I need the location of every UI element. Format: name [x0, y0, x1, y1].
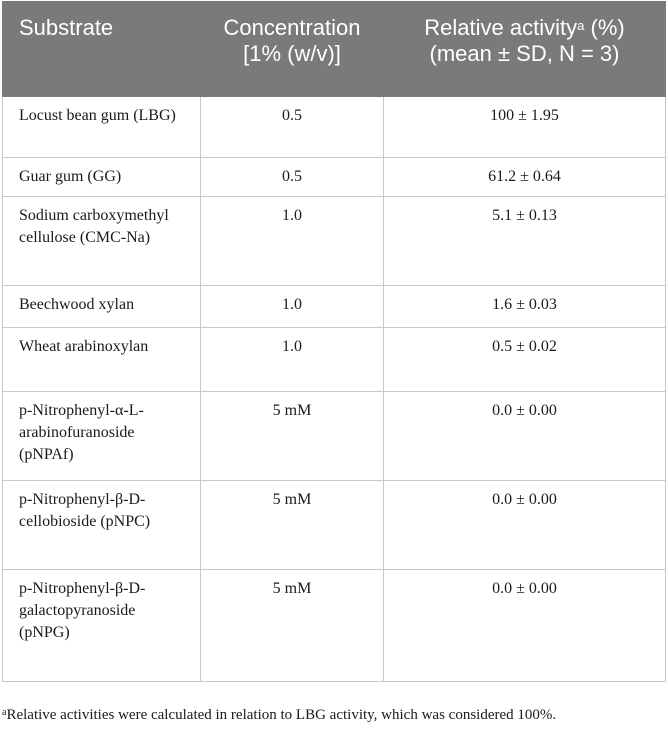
- header-activity-suffix: (%): [584, 15, 625, 40]
- table-row: [3, 286, 666, 328]
- cell-concentration: 0.5: [201, 97, 384, 158]
- cell-activity: 61.2 ± 0.64: [384, 158, 666, 197]
- cell-substrate: Wheat arabinoxylan: [3, 328, 201, 392]
- cell-substrate: Guar gum (GG): [3, 158, 201, 197]
- cell-concentration: 0.5: [201, 158, 384, 197]
- cell-concentration: 5 mM: [201, 481, 384, 570]
- header-concentration: [201, 2, 384, 97]
- footnote-marker: a: [2, 707, 7, 718]
- header-substrate: [3, 2, 201, 97]
- cell-concentration: 5 mM: [201, 392, 384, 481]
- header-substrate-label: Substrate: [19, 15, 114, 40]
- header-concentration-line2: [1% (w/v)]: [243, 41, 341, 66]
- table-row: [3, 197, 666, 286]
- cell-concentration: 1.0: [201, 286, 384, 328]
- table-body: [3, 97, 666, 682]
- cell-concentration: 5 mM: [201, 570, 384, 682]
- cell-activity: 0.0 ± 0.00: [384, 570, 666, 682]
- table-row: [3, 481, 666, 570]
- data-table: [2, 1, 666, 682]
- cell-substrate: p-Nitrophenyl-α-L-arabinofuranoside (pNPAf): [3, 392, 201, 481]
- cell-substrate: Locust bean gum (LBG): [3, 97, 201, 158]
- cell-activity: 0.0 ± 0.00: [384, 481, 666, 570]
- header-concentration-line1: Concentration: [223, 15, 361, 40]
- table-row: [3, 158, 666, 197]
- cell-activity: 5.1 ± 0.13: [384, 197, 666, 286]
- cell-activity: 0.5 ± 0.02: [384, 328, 666, 392]
- header-relative-activity: [384, 2, 666, 97]
- cell-activity: 100 ± 1.95: [384, 97, 666, 158]
- header-activity-line2: (mean ± SD, N = 3): [429, 41, 620, 66]
- footnote-text: Relative activities were calculated in relation to LBG activity, which was considered 100%.: [6, 707, 557, 723]
- cell-concentration: 1.0: [201, 197, 384, 286]
- cell-substrate: p-Nitrophenyl-β-D-cellobioside (pNPC): [3, 481, 201, 570]
- table-header: [3, 2, 666, 97]
- cell-activity: 0.0 ± 0.00: [384, 392, 666, 481]
- table-row: [3, 570, 666, 682]
- cell-substrate: Beechwood xylan: [3, 286, 201, 328]
- table-row: [3, 97, 666, 158]
- cell-activity: 1.6 ± 0.03: [384, 286, 666, 328]
- header-activity-prefix: Relative activity: [424, 15, 578, 40]
- table-row: [3, 328, 666, 392]
- cell-substrate: p-Nitrophenyl-β-D-galactopyranoside (pNPG): [3, 570, 201, 682]
- cell-concentration: 1.0: [201, 328, 384, 392]
- header-activity-footnote-marker: a: [577, 18, 585, 33]
- table-row: [3, 392, 666, 481]
- cell-substrate: Sodium carboxymethyl cellulose (CMC-Na): [3, 197, 201, 286]
- table-footnote: [2, 705, 666, 725]
- header-row: [3, 2, 666, 97]
